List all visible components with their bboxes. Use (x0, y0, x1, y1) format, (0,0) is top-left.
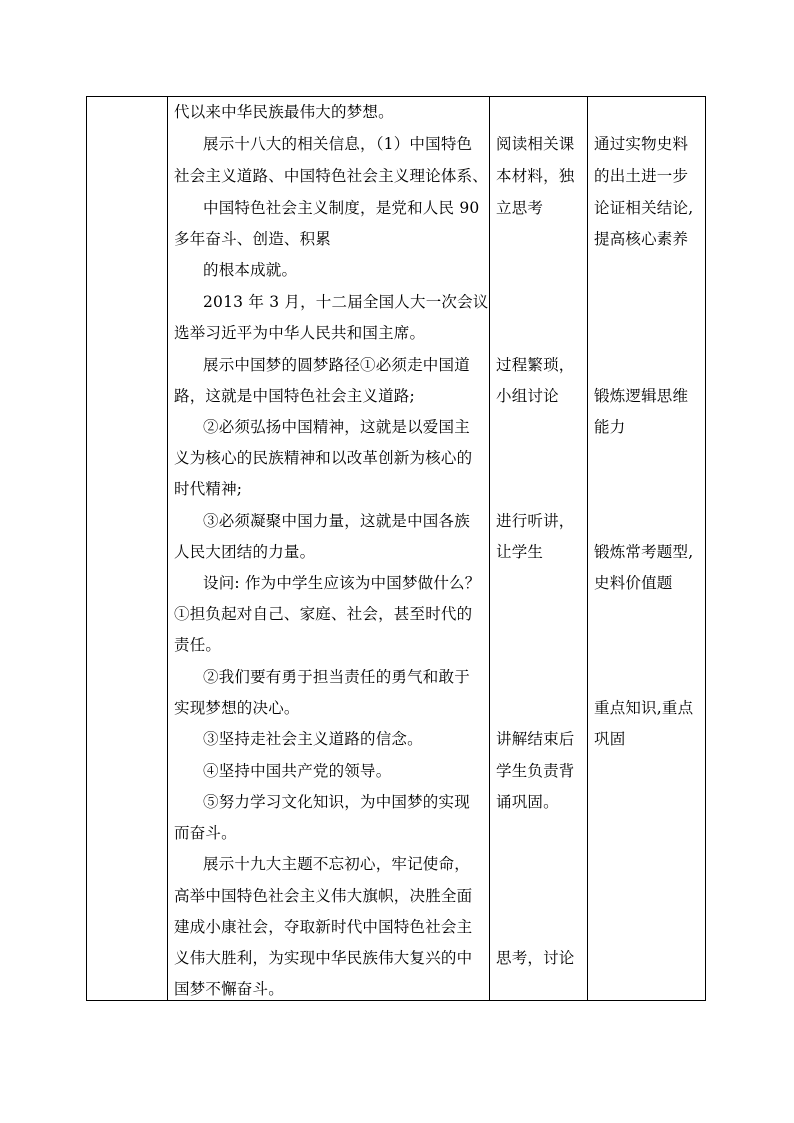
activity-line: 本材料，独 (496, 167, 575, 185)
intent-line: 锻炼常考题型, (594, 543, 694, 561)
content-line: 中国特色社会主义制度，是党和人民 90 (203, 199, 480, 217)
content-line: 选举习近平为中华人民共和国主席。 (174, 324, 426, 342)
column-divider (489, 97, 490, 1000)
content-line: 设问: 作为中学生应该为中国梦做什么？ (203, 574, 481, 592)
content-line: 义伟大胜利，为实现中华民族伟大复兴的中 (174, 949, 473, 967)
content-line: ⑤努力学习文化知识，为中国梦的实现 (203, 793, 470, 811)
activity-line: 立思考 (496, 199, 544, 217)
content-line: ②我们要有勇于担当责任的勇气和敢于 (203, 668, 470, 686)
intent-line: 锻炼逻辑思维 (594, 387, 689, 405)
content-line: 建成小康社会，夺取新时代中国特色社会主 (174, 918, 473, 936)
activity-line: 过程繁琐， (496, 356, 575, 374)
content-line: 责任。 (174, 636, 222, 654)
activity-line: 思考，讨论 (496, 949, 575, 967)
intent-line: 论证相关结论, (594, 199, 694, 217)
activity-line: 学生负责背 (496, 762, 575, 780)
content-line: 而奋斗。 (174, 824, 237, 842)
content-line: 代以来中华民族最伟大的梦想。 (174, 103, 394, 121)
content-line: 展示中国梦的圆梦路径①必须走中国道 (203, 356, 470, 374)
content-line: 的根本成就。 (203, 261, 298, 279)
activity-line: 阅读相关课 (496, 135, 575, 153)
intent-line: 巩固 (594, 730, 626, 748)
content-line: 国梦不懈奋斗。 (174, 980, 284, 998)
content-line: ①担负起对自己、家庭、社会，甚至时代的 (174, 605, 473, 623)
intent-line: 史料价值题 (594, 574, 673, 592)
activity-line: 进行听讲， (496, 512, 575, 530)
content-line: 路，这就是中国特色社会主义道路; (174, 387, 415, 405)
content-line: 时代精神; (174, 480, 243, 498)
content-line: 人民大团结的力量。 (174, 543, 316, 561)
content-line: ③必须凝聚中国力量，这就是中国各族 (203, 512, 470, 530)
content-line: 社会主义道路、中国特色社会主义理论体系、 (174, 167, 489, 185)
column-divider (167, 97, 168, 1000)
content-line: 展示十八大的相关信息，（1）中国特色 (203, 135, 473, 153)
content-line: 实现梦想的决心。 (174, 699, 300, 717)
intent-line: 的出土进一步 (594, 167, 689, 185)
lesson-table (86, 96, 706, 1001)
content-line: ③坚持走社会主义道路的信念。 (203, 730, 423, 748)
activity-line: 诵巩固。 (496, 793, 559, 811)
content-line: 2013 年 3 月，十二届全国人大一次会议 (203, 293, 489, 311)
intent-line: 提高核心素养 (594, 230, 689, 248)
content-line: 高举中国特色社会主义伟大旗帜，决胜全面 (174, 887, 473, 905)
content-line: ②必须弘扬中国精神，这就是以爱国主 (203, 418, 470, 436)
intent-line: 能力 (594, 418, 626, 436)
activity-line: 讲解结束后 (496, 730, 575, 748)
activity-line: 小组讨论 (496, 387, 559, 405)
column-divider (587, 97, 588, 1000)
content-line: 义为核心的民族精神和以改革创新为核心的 (174, 449, 473, 467)
content-line: 展示十九大主题不忘初心，牢记使命， (203, 855, 470, 873)
content-line: ④坚持中国共产党的领导。 (203, 762, 392, 780)
activity-line: 让学生 (496, 543, 544, 561)
intent-line: 通过实物史料 (594, 135, 689, 153)
intent-line: 重点知识,重点 (594, 699, 694, 717)
content-line: 多年奋斗、创造、积累 (174, 230, 332, 248)
